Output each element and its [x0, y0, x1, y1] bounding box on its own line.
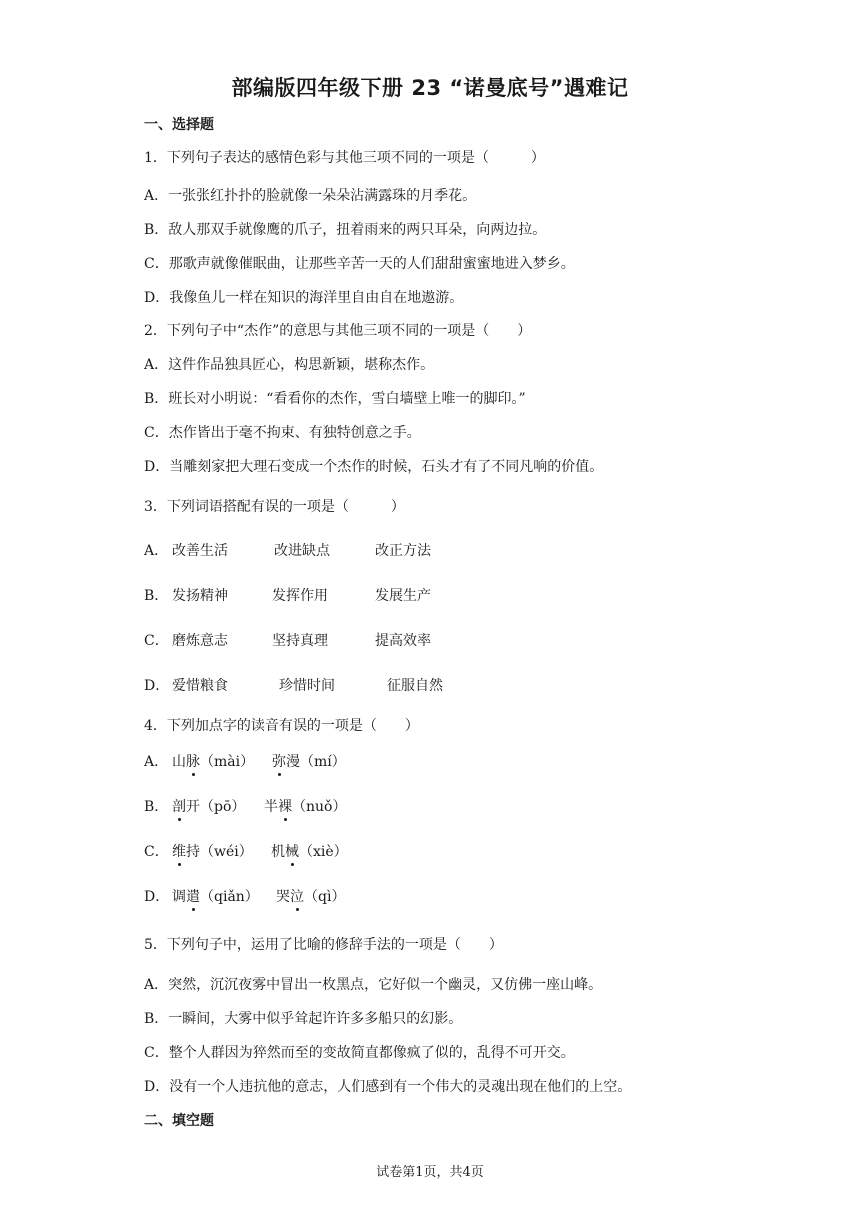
question-5-stem: 5．下列句子中，运用了比喻的修辞手法的一项是（ ） — [144, 937, 503, 953]
option-label: B． — [144, 799, 169, 815]
question-5-option-b[interactable]: B．一瞬间，大雾中似乎耸起许许多多船只的幻影。 — [144, 1011, 463, 1027]
dotted-char: 弥 — [272, 751, 286, 771]
word-1: 爱惜粮食 — [172, 678, 228, 694]
option-label: D． — [144, 678, 170, 694]
pinyin: （xiè） — [299, 844, 348, 860]
dotted-char: 遣 — [186, 886, 200, 906]
pinyin: （qiǎn） — [200, 889, 259, 905]
pinyin-item-2 — [272, 751, 346, 771]
pinyin: （nuǒ） — [292, 799, 347, 815]
question-1-option-d[interactable]: D．我像鱼儿一样在知识的海洋里自由自在地遨游。 — [144, 290, 464, 306]
pinyin: 开（pō） — [186, 799, 246, 815]
word-3: 征服自然 — [387, 678, 443, 694]
section-heading-fill-blank: 二、填空题 — [144, 1113, 214, 1129]
dotted-char: 剖 — [172, 796, 186, 816]
option-label: A． — [144, 543, 169, 559]
pinyin: （mài） — [200, 754, 255, 770]
question-1-option-c[interactable]: C．那歌声就像催眠曲，让那些辛苦一天的人们甜甜蜜蜜地进入梦乡。 — [144, 256, 575, 272]
option-label: D． — [144, 889, 170, 905]
dotted-char: 裸 — [278, 796, 292, 816]
word-2: 发挥作用 — [272, 588, 328, 604]
pinyin-item-1 — [172, 751, 254, 771]
option-label: C． — [144, 633, 169, 649]
pinyin-item-1 — [172, 886, 259, 906]
pinyin-item-1 — [172, 841, 253, 861]
plain-char: 半 — [264, 799, 278, 815]
pinyin-item-1 — [172, 796, 245, 816]
word-3: 改正方法 — [375, 543, 431, 559]
section-heading-choice: 一、选择题 — [144, 117, 214, 133]
word-2: 珍惜时间 — [279, 678, 335, 694]
question-2-option-a[interactable]: A．这件作品独具匠心，构思新颖，堪称杰作。 — [144, 357, 435, 373]
plain-char: 哭 — [276, 889, 290, 905]
question-5-option-a[interactable]: A．突然，沉沉夜雾中冒出一枚黑点，它好似一个幽灵，又仿佛一座山峰。 — [144, 977, 603, 993]
question-5-option-d[interactable]: D．没有一个人违抗他的意志，人们感到有一个伟大的灵魂出现在他们的上空。 — [144, 1079, 632, 1095]
dotted-char: 械 — [285, 841, 299, 861]
option-label: C． — [144, 844, 169, 860]
word-1: 改善生活 — [172, 543, 228, 559]
question-2-stem: 2．下列句子中“杰作”的意思与其他三项不同的一项是（ ） — [144, 323, 532, 339]
pinyin: （qì） — [304, 889, 346, 905]
plain-char: 机 — [271, 844, 285, 860]
question-4-stem: 4．下列加点字的读音有误的一项是（ ） — [144, 718, 419, 734]
word-1: 发扬精神 — [172, 588, 228, 604]
question-2-option-c[interactable]: C．杰作皆出于毫不拘束、有独特创意之手。 — [144, 425, 421, 441]
question-3-stem: 3．下列词语搭配有误的一项是（ ） — [144, 499, 405, 515]
question-1-option-a[interactable]: A．一张张红扑扑的脸就像一朵朵沾满露珠的月季花。 — [144, 188, 477, 204]
pinyin: 漫（mí） — [286, 754, 346, 770]
word-2: 坚持真理 — [272, 633, 328, 649]
dotted-char: 脉 — [186, 751, 200, 771]
word-3: 提高效率 — [375, 633, 431, 649]
page-title: 部编版四年级下册 23 “诺曼底号”遇难记 — [231, 76, 629, 100]
pinyin-item-2 — [271, 841, 348, 861]
option-label: B． — [144, 588, 169, 604]
dotted-char: 维 — [172, 841, 186, 861]
plain-char: 调 — [172, 889, 186, 905]
word-1: 磨炼意志 — [172, 633, 228, 649]
word-3: 发展生产 — [375, 588, 431, 604]
question-1-stem: 1．下列句子表达的感情色彩与其他三项不同的一项是（ ） — [144, 150, 545, 166]
pinyin: 持（wéi） — [186, 844, 253, 860]
dotted-char: 泣 — [290, 886, 304, 906]
pinyin-item-2 — [264, 796, 346, 816]
question-5-option-c[interactable]: C．整个人群因为猝然而至的变故简直都像疯了似的，乱得不可开交。 — [144, 1045, 575, 1061]
option-label: A． — [144, 754, 169, 770]
pinyin-item-2 — [276, 886, 345, 906]
word-2: 改进缺点 — [274, 543, 330, 559]
page-footer: 试卷第1页，共4页 — [376, 1165, 484, 1180]
question-1-option-b[interactable]: B．敌人那双手就像鹰的爪子，扭着雨来的两只耳朵，向两边拉。 — [144, 222, 547, 238]
question-2-option-b[interactable]: B．班长对小明说：“看看你的杰作，雪白墙壁上唯一的脚印。” — [144, 391, 526, 407]
plain-char: 山 — [172, 754, 186, 770]
question-2-option-d[interactable]: D．当雕刻家把大理石变成一个杰作的时候，石头才有了不同凡响的价值。 — [144, 459, 604, 475]
